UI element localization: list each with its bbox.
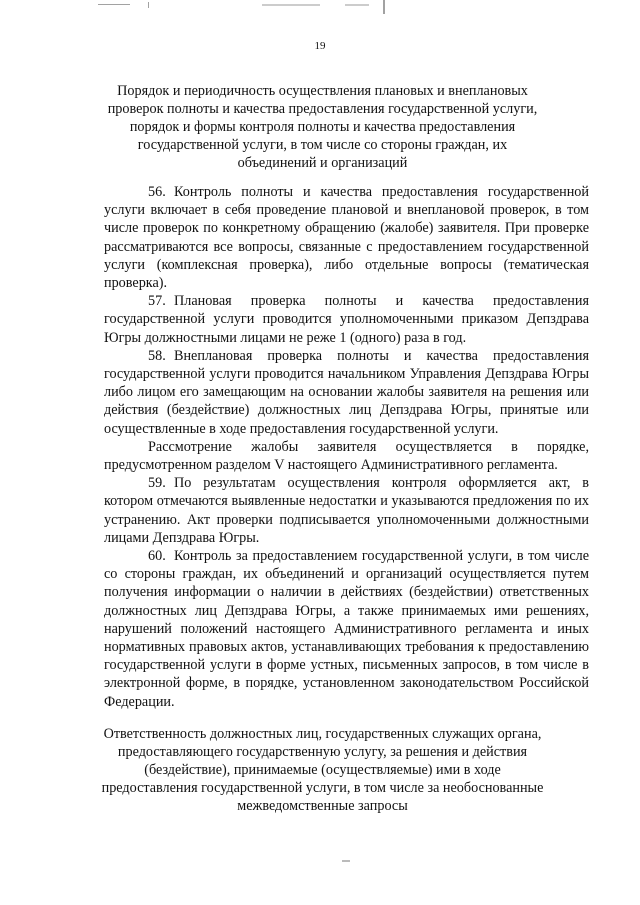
paragraph-text: Плановая проверка полноты и качества предоставления государственной услуги проводится уполномоченными приказом Депздрава Югры должностными лицами не реже 1 (одного) раза в год. xyxy=(104,293,589,346)
scan-artifact xyxy=(383,0,385,14)
paragraph-60 xyxy=(104,547,589,711)
scan-artifact xyxy=(345,4,369,6)
scan-artifact xyxy=(342,860,350,862)
document-body xyxy=(104,183,589,711)
paragraph-56 xyxy=(104,183,589,292)
paragraph-number: 60. xyxy=(148,548,166,565)
paragraph-text: Контроль полноты и качества предоставления государственной услуги включает в себя проведение плановой и внеплановой проверок, в том числе проверок по конкретному обращению (жалобе) заявителя. При проверке рассматриваются все вопросы, связанные с предоставлением государственной услуги (комплексная проверка), либо отдельные вопросы (тематическая проверка). xyxy=(104,184,589,292)
scan-artifact xyxy=(262,4,320,6)
paragraph-complaint-review xyxy=(104,438,589,474)
paragraph-number: 56. xyxy=(148,184,166,200)
paragraph-58 xyxy=(104,347,589,438)
paragraph-text: Внеплановая проверка полноты и качества предоставления государственной услуги проводится начальником Управления Депздрава Югры либо лицом его замещающим на основании жалобы заявителя на решения или действия (бездействие) должностных лиц Депздрава Югры, принятые или осуществленные в ходе предоставления государственной услуги. xyxy=(104,347,589,437)
paragraph-number: 58. xyxy=(148,347,166,364)
scan-artifact xyxy=(98,4,130,5)
paragraph-number: 59. xyxy=(148,475,166,492)
page-number: 19 xyxy=(314,40,326,52)
paragraph-57 xyxy=(104,292,589,347)
paragraph-text: Рассмотрение жалобы заявителя осуществляется в порядке, предусмотренном разделом V настоящего Административного регламента. xyxy=(104,438,589,474)
paragraph-59 xyxy=(104,474,589,547)
scan-artifact xyxy=(148,2,149,8)
paragraph-number: 57. xyxy=(148,293,166,310)
paragraph-text: По результатам осуществления контроля оформляется акт, в котором отмечаются выявленные недостатки и указываются предложения по их устранению. Акт проверки подписывается уполномоченными должностными лицами Депздрава Югры. xyxy=(104,475,589,546)
section-heading-responsibility: Ответственность должностных лиц, государственных служащих органа, предоставляющего государственную услугу, за решения и действия (бездействие), принимаемые (осуществляемые) ими в ходе предоставления государственной услуги, в том числе за необоснованные межведомственные запросы xyxy=(101,726,544,814)
section-heading-inspections: Порядок и периодичность осуществления плановых и внеплановых проверок полноты и качества предоставления государственной услуги, порядок и формы контроля полноты и качества предоставления государственной услуги, в том числе со стороны граждан, их объединений и организаций xyxy=(107,83,538,171)
paragraph-text: Контроль за предоставлением государственной услуги, в том числе со стороны граждан, их объединений и организаций осуществляется путем получения информации о наличии в действиях (бездействии) ответственных должностных лиц Депздрава Югры, а также принимаемых ими решениях, нарушений положений настоящего Административного регламента и иных нормативных правовых актов, устанавливающих требования к предоставлению государственной услуги в форме устных, письменных запросов, в том числе в электронной форме, в порядке, установленном законодательством Российской Федерации. xyxy=(104,548,589,710)
